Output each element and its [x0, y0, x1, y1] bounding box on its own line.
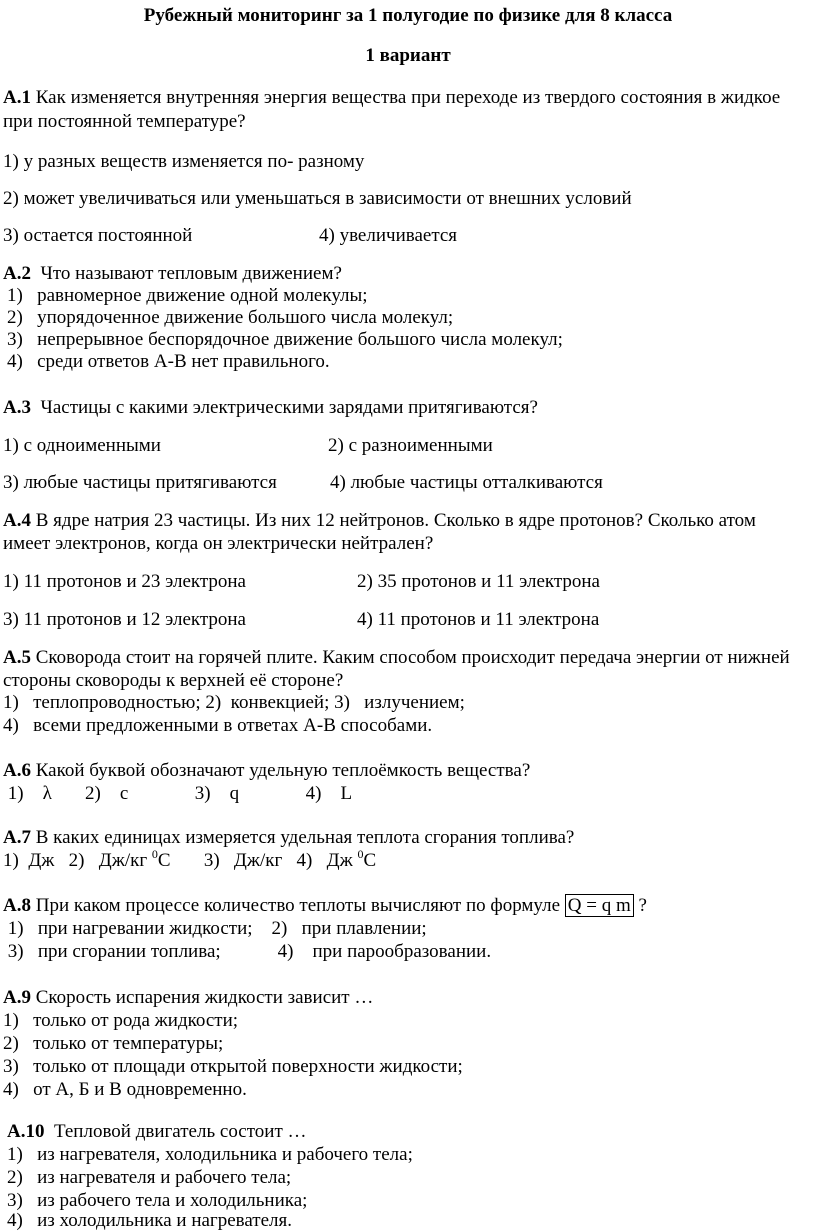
document-title: Рубежный мониторинг за 1 полугодие по физике для 8 класса — [143, 5, 673, 26]
option-2: 2) только от температуры; — [3, 1033, 224, 1054]
option-1: 1) из нагревателя, холодильника и рабочего тела; — [7, 1144, 413, 1165]
option-1: 1) 11 протонов и 23 электрона — [3, 571, 246, 592]
option-1: 1) только от рода жидкости; — [3, 1010, 239, 1031]
question-4: А.4 В ядре натрия 23 частицы. Из них 12 нейтронов. Сколько в ядре протонов? Сколько атом — [3, 510, 756, 531]
formula-box: Q = q m — [565, 894, 634, 917]
option-2: 2) упорядоченное движение большого числа молекул; — [7, 307, 454, 328]
option-4: 4) от А, Б и В одновременно. — [3, 1079, 247, 1100]
question-1-text-cont: при постоянной температуре? — [3, 111, 246, 132]
options-line-1: 1) при нагревании жидкости; 2) при плавлении; — [3, 918, 427, 939]
option-3: 3) 11 протонов и 12 электрона — [3, 609, 246, 630]
option-3: 3) из рабочего тела и холодильника; — [7, 1190, 308, 1211]
option-4: 4) увеличивается — [319, 225, 458, 246]
question-1: А.1 Как изменяется внутренняя энергия вещества при переходе из твердого состояния в жидкое — [3, 87, 781, 108]
option-4: 4) из холодильника и нагревателя. — [7, 1210, 293, 1231]
question-8: А.8 При каком процессе количество теплоты вычисляют по формуле Q = q m ? — [3, 895, 647, 916]
options-line-2: 4) всеми предложенными в ответах А-В способами. — [3, 715, 433, 736]
question-6: А.6 Какой буквой обозначают удельную теплоёмкость вещества? — [3, 760, 531, 781]
option-3: 3) остается постоянной — [3, 225, 193, 246]
option-4: 4) 11 протонов и 11 электрона — [357, 609, 600, 630]
option-1: 1) с одноименными — [3, 435, 161, 456]
option-2: 2) может увеличиваться или уменьшаться в зависимости от внешних условий — [3, 188, 632, 209]
question-7: А.7 В каких единицах измеряется удельная теплота сгорания топлива? — [3, 827, 575, 848]
question-2: А.2 Что называют тепловым движением? — [3, 263, 342, 284]
option-3: 3) непрерывное беспорядочное движение большого числа молекул; — [7, 329, 563, 350]
question-9: А.9 Скорость испарения жидкости зависит … — [3, 987, 374, 1008]
question-5: А.5 Сковорода стоит на горячей плите. Каким способом происходит передача энергии от нижней — [3, 647, 790, 668]
question-10: А.10 Тепловой двигатель состоит … — [7, 1121, 307, 1142]
question-4-text-cont: имеет электронов, когда он электрически нейтрален? — [3, 533, 434, 554]
variant-heading: 1 вариант — [365, 45, 451, 66]
option-4: 4) любые частицы отталкиваются — [330, 472, 603, 493]
question-3: А.3 Частицы с какими электрическими зарядами притягиваются? — [3, 397, 538, 418]
option-1: 1) у разных веществ изменяется по- разному — [3, 151, 365, 172]
options-line-1: 1) теплопроводностью; 2) конвекцией; 3) излучением; — [3, 692, 465, 713]
option-2: 2) с разноименными — [328, 435, 493, 456]
option-3: 3) любые частицы притягиваются — [3, 472, 277, 493]
option-2: 2) из нагревателя и рабочего тела; — [7, 1167, 292, 1188]
options-line: 1) Дж 2) Дж/кг $^0$С 3) Дж/кг 4) Дж $^0$С — [3, 846, 377, 871]
option-2: 2) 35 протонов и 11 электрона — [357, 571, 600, 592]
options-line: 1) λ 2) c 3) q 4) L — [3, 783, 353, 804]
option-4: 4) среди ответов А-В нет правильного. — [7, 351, 330, 372]
option-1: 1) равномерное движение одной молекулы; — [7, 285, 368, 306]
question-5-text-cont: стороны сковороды к верхней её стороне? — [3, 670, 344, 691]
option-3: 3) только от площади открытой поверхности жидкости; — [3, 1056, 463, 1077]
options-line-2: 3) при сгорании топлива; 4) при парообразовании. — [3, 941, 492, 962]
